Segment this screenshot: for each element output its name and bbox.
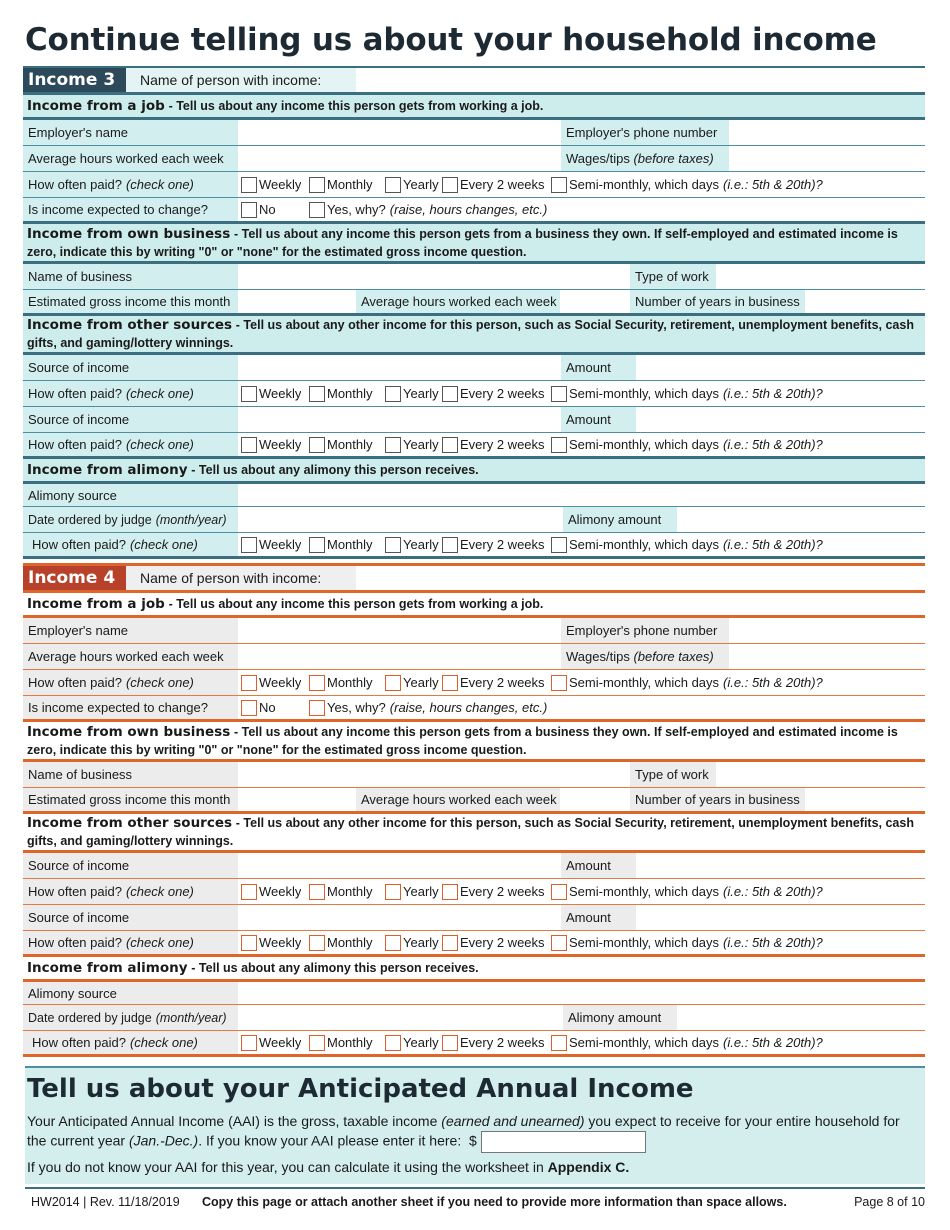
- income-4-section: [23, 563, 925, 1057]
- date-ordered-field[interactable]: [238, 507, 563, 532]
- date-ordered-label: Date ordered by judge (month/year): [23, 1005, 238, 1030]
- weekly-checkbox[interactable]: Weekly: [241, 533, 301, 556]
- employers-phone-label: Employer's phone number: [561, 120, 729, 145]
- every-2-weeks-checkbox[interactable]: Every 2 weeks: [442, 172, 545, 197]
- weekly-checkbox[interactable]: Weekly: [241, 931, 301, 954]
- amount-field[interactable]: [636, 905, 925, 930]
- amount-field[interactable]: [636, 853, 925, 878]
- monthly-checkbox[interactable]: Monthly: [309, 381, 373, 406]
- semi-monthly-checkbox[interactable]: Semi-monthly, which days (i.e.: 5th & 20th)?: [551, 670, 823, 695]
- job-heading: Income from a job - Tell us about any income this person gets from working a job.: [27, 97, 544, 114]
- how-often-label: How often paid? (check one): [23, 670, 238, 695]
- amount-label: Amount: [561, 853, 636, 878]
- weekly-checkbox[interactable]: Weekly: [241, 381, 301, 406]
- years-in-business-field[interactable]: [805, 788, 925, 811]
- wages-tips-label: Wages/tips (before taxes): [561, 644, 729, 669]
- source-of-income-field[interactable]: [238, 905, 561, 930]
- yearly-checkbox[interactable]: Yearly: [385, 533, 439, 556]
- alimony-amount-field[interactable]: [677, 507, 925, 532]
- expected-change-label: Is income expected to change?: [23, 696, 238, 719]
- yearly-checkbox[interactable]: Yearly: [385, 879, 439, 904]
- employers-phone-field[interactable]: [729, 618, 925, 643]
- yes-why-checkbox[interactable]: Yes, why? (raise, hours changes, etc.): [309, 198, 547, 221]
- how-often-label: How often paid? (check one): [23, 1031, 238, 1054]
- alimony-source-field[interactable]: [238, 484, 925, 506]
- how-often-label: How often paid? (check one): [23, 931, 238, 954]
- semi-monthly-checkbox[interactable]: Semi-monthly, which days (i.e.: 5th & 20th)?: [551, 1031, 823, 1054]
- weekly-checkbox[interactable]: Weekly: [241, 172, 301, 197]
- job-heading: Income from a job - Tell us about any income this person gets from working a job.: [27, 595, 544, 612]
- yearly-checkbox[interactable]: Yearly: [385, 670, 439, 695]
- alimony-source-label: Alimony source: [23, 484, 238, 506]
- alimony-source-field[interactable]: [238, 982, 925, 1004]
- years-in-business-label: Number of years in business: [630, 290, 805, 313]
- monthly-checkbox[interactable]: Monthly: [309, 931, 373, 954]
- semi-monthly-checkbox[interactable]: Semi-monthly, which days (i.e.: 5th & 20th)?: [551, 931, 823, 954]
- yearly-checkbox[interactable]: Yearly: [385, 931, 439, 954]
- source-of-income-label: Source of income: [23, 853, 238, 878]
- business-heading: Income from own business - Tell us about any income this person gets from a business they own. If self-employed and estimated income is zero, indicate this by writing "0" or "none" for the estimated gross income question.: [27, 225, 898, 259]
- semi-monthly-checkbox[interactable]: Semi-monthly, which days (i.e.: 5th & 20th)?: [551, 879, 823, 904]
- person-name-label: Name of person with income:: [126, 68, 356, 92]
- source-of-income-label: Source of income: [23, 355, 238, 380]
- how-often-label: How often paid? (check one): [23, 533, 238, 556]
- source-of-income-field[interactable]: [238, 355, 561, 380]
- monthly-checkbox[interactable]: Monthly: [309, 172, 373, 197]
- aai-paragraph: Your Anticipated Annual Income (AAI) is the gross, taxable income (earned and unearned) you expect to receive for your entire household for the current year (Jan.-Dec.). If you know your AAI please enter it here: $: [27, 1112, 917, 1153]
- form-id: HW2014 | Rev. 11/18/2019: [31, 1195, 180, 1209]
- years-in-business-label: Number of years in business: [630, 788, 805, 811]
- wages-tips-field[interactable]: [729, 644, 925, 669]
- every-2-weeks-checkbox[interactable]: Every 2 weeks: [442, 381, 545, 406]
- income-3-section: [23, 66, 925, 559]
- est-gross-field[interactable]: [238, 290, 356, 313]
- business-hours-field[interactable]: [560, 788, 630, 811]
- income-3-badge: Income 3: [23, 68, 126, 92]
- aai-section: [25, 1066, 925, 1184]
- business-hours-field[interactable]: [560, 290, 630, 313]
- expected-change-label: Is income expected to change?: [23, 198, 238, 221]
- amount-label: Amount: [561, 355, 636, 380]
- type-of-work-field[interactable]: [716, 264, 925, 289]
- aai-input[interactable]: [481, 1131, 646, 1153]
- amount-label: Amount: [561, 905, 636, 930]
- aai-title: Tell us about your Anticipated Annual Income: [27, 1074, 694, 1104]
- page-title: Continue telling us about your household income: [25, 22, 877, 58]
- avg-hours-label: Average hours worked each week: [23, 644, 238, 669]
- wages-tips-label: Wages/tips (before taxes): [561, 146, 729, 171]
- yearly-checkbox[interactable]: Yearly: [385, 172, 439, 197]
- weekly-checkbox[interactable]: Weekly: [241, 879, 301, 904]
- how-often-label: How often paid? (check one): [23, 381, 238, 406]
- other-sources-heading: Income from other sources - Tell us about any other income for this person, such as Social Security, retirement, unemployment benefits, cash gifts, and gaming/lottery winnings.: [27, 815, 914, 848]
- monthly-checkbox[interactable]: Monthly: [309, 533, 373, 556]
- avg-hours-field[interactable]: [238, 644, 561, 669]
- monthly-checkbox[interactable]: Monthly: [309, 879, 373, 904]
- every-2-weeks-checkbox[interactable]: Every 2 weeks: [442, 670, 545, 695]
- wages-tips-field[interactable]: [729, 146, 925, 171]
- page-footer: [25, 1187, 925, 1215]
- semi-monthly-checkbox[interactable]: Semi-monthly, which days (i.e.: 5th & 20th)?: [551, 433, 823, 456]
- business-name-label: Name of business: [23, 264, 238, 289]
- yearly-checkbox[interactable]: Yearly: [385, 1031, 439, 1054]
- semi-monthly-checkbox[interactable]: Semi-monthly, which days (i.e.: 5th & 20th)?: [551, 172, 823, 197]
- every-2-weeks-checkbox[interactable]: Every 2 weeks: [442, 1031, 545, 1054]
- how-often-label: How often paid? (check one): [23, 879, 238, 904]
- est-gross-field[interactable]: [238, 788, 356, 811]
- type-of-work-label: Type of work: [630, 264, 716, 289]
- footer-note: Copy this page or attach another sheet if you need to provide more information than space allows.: [202, 1195, 787, 1209]
- employers-name-label: Employer's name: [23, 120, 238, 145]
- page-number: Page 8 of 10: [854, 1195, 925, 1209]
- alimony-amount-label: Alimony amount: [563, 1005, 677, 1030]
- employers-name-label: Employer's name: [23, 618, 238, 643]
- yearly-checkbox[interactable]: Yearly: [385, 381, 439, 406]
- weekly-checkbox[interactable]: Weekly: [241, 433, 301, 456]
- business-name-field[interactable]: [238, 264, 630, 289]
- amount-field[interactable]: [636, 407, 925, 432]
- years-in-business-field[interactable]: [805, 290, 925, 313]
- person-name-field[interactable]: [356, 566, 925, 590]
- monthly-checkbox[interactable]: Monthly: [309, 670, 373, 695]
- est-gross-label: Estimated gross income this month: [23, 788, 238, 811]
- date-ordered-field[interactable]: [238, 1005, 563, 1030]
- alimony-amount-field[interactable]: [677, 1005, 925, 1030]
- source-of-income-label: Source of income: [23, 407, 238, 432]
- est-gross-label: Estimated gross income this month: [23, 290, 238, 313]
- business-hours-label: Average hours worked each week: [356, 290, 560, 313]
- every-2-weeks-checkbox[interactable]: Every 2 weeks: [442, 931, 545, 954]
- employers-name-field[interactable]: [238, 618, 561, 643]
- no-checkbox[interactable]: No: [241, 198, 276, 221]
- person-name-field[interactable]: [356, 68, 925, 92]
- monthly-checkbox[interactable]: Monthly: [309, 1031, 373, 1054]
- source-of-income-label: Source of income: [23, 905, 238, 930]
- date-ordered-label: Date ordered by judge (month/year): [23, 507, 238, 532]
- type-of-work-field[interactable]: [716, 762, 925, 787]
- every-2-weeks-checkbox[interactable]: Every 2 weeks: [442, 879, 545, 904]
- avg-hours-field[interactable]: [238, 146, 561, 171]
- monthly-checkbox[interactable]: Monthly: [309, 433, 373, 456]
- alimony-heading: Income from alimony - Tell us about any alimony this person receives.: [27, 461, 479, 478]
- source-of-income-field[interactable]: [238, 853, 561, 878]
- business-name-label: Name of business: [23, 762, 238, 787]
- avg-hours-label: Average hours worked each week: [23, 146, 238, 171]
- every-2-weeks-checkbox[interactable]: Every 2 weeks: [442, 533, 545, 556]
- business-heading: Income from own business - Tell us about any income this person gets from a business they own. If self-employed and estimated income is zero, indicate this by writing "0" or "none" for the estimated gross income question.: [27, 723, 898, 757]
- employers-phone-label: Employer's phone number: [561, 618, 729, 643]
- person-name-label: Name of person with income:: [126, 566, 356, 590]
- employers-name-field[interactable]: [238, 120, 561, 145]
- aai-worksheet-note: If you do not know your AAI for this year, you can calculate it using the worksheet in Appendix C.: [27, 1159, 630, 1175]
- other-sources-heading: Income from other sources - Tell us about any other income for this person, such as Social Security, retirement, unemployment benefits, cash gifts, and gaming/lottery winnings.: [27, 317, 914, 350]
- yearly-checkbox[interactable]: Yearly: [385, 433, 439, 456]
- yes-why-checkbox[interactable]: Yes, why? (raise, hours changes, etc.): [309, 696, 547, 719]
- type-of-work-label: Type of work: [630, 762, 716, 787]
- business-hours-label: Average hours worked each week: [356, 788, 560, 811]
- weekly-checkbox[interactable]: Weekly: [241, 670, 301, 695]
- no-checkbox[interactable]: No: [241, 696, 276, 719]
- business-name-field[interactable]: [238, 762, 630, 787]
- semi-monthly-checkbox[interactable]: Semi-monthly, which days (i.e.: 5th & 20th)?: [551, 533, 823, 556]
- how-often-label: How often paid? (check one): [23, 433, 238, 456]
- how-often-label: How often paid? (check one): [23, 172, 238, 197]
- alimony-amount-label: Alimony amount: [563, 507, 677, 532]
- amount-label: Amount: [561, 407, 636, 432]
- weekly-checkbox[interactable]: Weekly: [241, 1031, 301, 1054]
- employers-phone-field[interactable]: [729, 120, 925, 145]
- every-2-weeks-checkbox[interactable]: Every 2 weeks: [442, 433, 545, 456]
- income-4-badge: Income 4: [23, 566, 126, 590]
- amount-field[interactable]: [636, 355, 925, 380]
- source-of-income-field[interactable]: [238, 407, 561, 432]
- alimony-heading: Income from alimony - Tell us about any alimony this person receives.: [27, 959, 479, 976]
- alimony-source-label: Alimony source: [23, 982, 238, 1004]
- semi-monthly-checkbox[interactable]: Semi-monthly, which days (i.e.: 5th & 20th)?: [551, 381, 823, 406]
